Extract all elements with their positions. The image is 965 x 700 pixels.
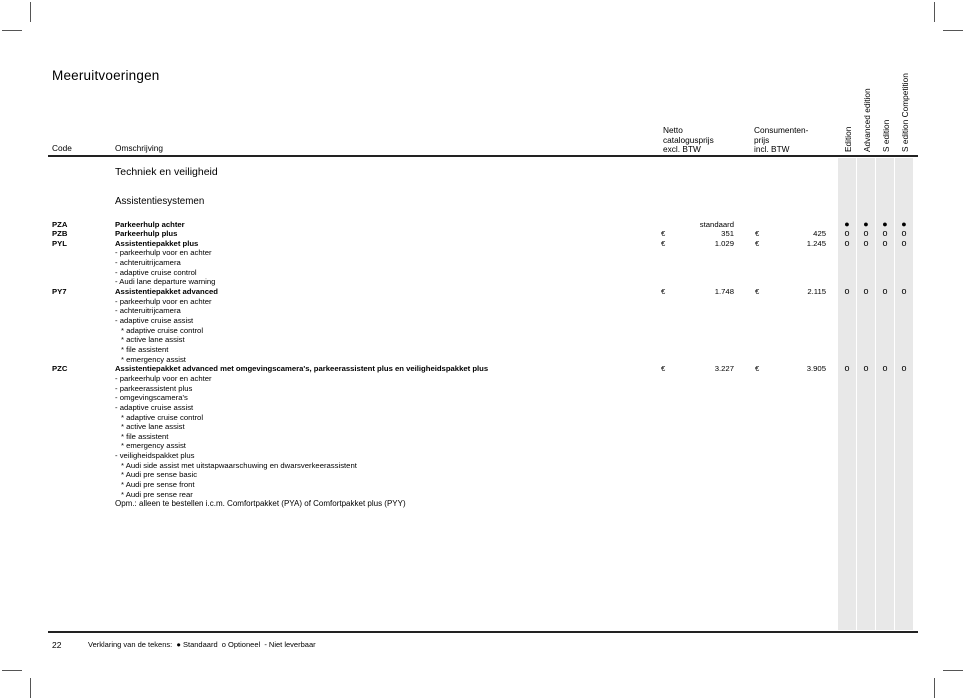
availability-mark: ●: [863, 218, 869, 229]
header-consumer-price: Consumenten- prijs incl. BTW: [754, 125, 809, 154]
header-edition: Edition: [843, 126, 853, 152]
table-subrow: [0, 248, 965, 258]
row-description: * file assistent: [121, 344, 169, 354]
row-code: PZC: [52, 364, 68, 374]
row-description: * Audi pre sense rear: [121, 489, 193, 499]
legend-optional: o Optioneel: [221, 640, 261, 649]
availability-mark: o: [863, 363, 869, 374]
page-title: Meeruitvoeringen: [52, 68, 160, 83]
availability-mark: o: [844, 228, 850, 239]
row-description: - parkeerassistent plus: [115, 383, 193, 393]
availability-mark: ●: [901, 218, 907, 229]
row-code: PYL: [52, 238, 67, 248]
row-description: - Audi lane departure warning: [115, 277, 216, 287]
table-subrow: [0, 345, 965, 355]
table-subrow: [0, 374, 965, 384]
table-subrow: [0, 277, 965, 287]
table-subrow: [0, 432, 965, 442]
availability-mark: o: [882, 363, 888, 374]
availability-mark: ●: [882, 218, 888, 229]
currency-symbol: €: [755, 229, 760, 239]
header-net-price: Netto catalogusprijs excl. BTW: [663, 125, 714, 154]
table-row: [0, 239, 965, 249]
footer-divider: [48, 631, 918, 633]
table-row: [0, 287, 965, 297]
legend-label: Verklaring van de tekens:: [88, 640, 173, 649]
table-subrow: [0, 413, 965, 423]
table-subrow: [0, 422, 965, 432]
header-advanced-edition: Advanced edition: [862, 88, 872, 152]
row-code: PY7: [52, 287, 67, 297]
table-subrow: [0, 268, 965, 278]
table-subrow: [0, 355, 965, 365]
row-description: Assistentiepakket advanced met omgevingscamera's, parkeerassistent plus en veiligheidspakket plus: [115, 364, 489, 374]
section-heading: Techniek en veiligheid: [115, 166, 218, 178]
table-subrow: [0, 461, 965, 471]
availability-mark: o: [901, 228, 907, 239]
table-subrow: [0, 335, 965, 345]
table-row: [0, 229, 965, 239]
consumer-price: 3.905: [806, 364, 826, 374]
table-subrow: [0, 451, 965, 461]
row-description: Parkeerhulp plus: [115, 229, 178, 239]
consumer-price: 1.245: [806, 238, 826, 248]
table-subrow: [0, 403, 965, 413]
table-subrow: [0, 326, 965, 336]
page-number: 22: [52, 640, 62, 650]
subsection-heading: Assistentiesystemen: [115, 196, 205, 207]
row-description: - achteruitrijcamera: [115, 258, 181, 268]
net-price: 3.227: [714, 364, 734, 374]
crop-mark: [943, 670, 963, 671]
legend-standard: ● Standaard: [176, 640, 218, 649]
row-description: - parkeerhulp voor en achter: [115, 248, 212, 258]
availability-mark: o: [901, 363, 907, 374]
row-description: * Audi pre sense front: [121, 480, 195, 490]
availability-mark: ●: [844, 218, 850, 229]
crop-mark: [934, 2, 935, 22]
currency-symbol: €: [661, 364, 666, 374]
table-subrow: [0, 258, 965, 268]
availability-mark: o: [901, 286, 907, 297]
net-price: standaard: [699, 219, 734, 229]
net-price: 1.029: [714, 238, 734, 248]
availability-mark: o: [844, 237, 850, 248]
row-description: - veiligheidspakket plus: [115, 451, 195, 461]
currency-symbol: €: [755, 364, 760, 374]
row-description: * adaptive cruise control: [121, 412, 204, 422]
row-description: * emergency assist: [121, 354, 186, 364]
table-row: [0, 220, 965, 230]
table-subrow: [0, 393, 965, 403]
crop-mark: [2, 30, 22, 31]
availability-mark: o: [844, 363, 850, 374]
header-description: Omschrijving: [115, 143, 163, 153]
row-description: Parkeerhulp achter: [115, 219, 185, 229]
table-subrow: [0, 316, 965, 326]
row-description: * adaptive cruise control: [121, 325, 204, 335]
availability-mark: o: [863, 237, 869, 248]
table-subrow: [0, 499, 965, 509]
net-price: 1.748: [714, 287, 734, 297]
availability-mark: o: [901, 237, 907, 248]
availability-mark: o: [844, 286, 850, 297]
header-code: Code: [52, 143, 72, 153]
consumer-price: 425: [813, 229, 826, 239]
header-s-edition-competition: S edition Competition: [900, 73, 910, 152]
legend: [88, 640, 316, 649]
crop-mark: [934, 678, 935, 698]
net-price: 351: [721, 229, 734, 239]
crop-mark: [2, 670, 22, 671]
row-description: Assistentiepakket plus: [115, 238, 199, 248]
crop-mark: [30, 678, 31, 698]
currency-symbol: €: [661, 238, 666, 248]
row-description: Opm.: alleen te bestellen i.c.m. Comfortpakket (PYA) of Comfortpakket plus (PYY): [115, 499, 406, 509]
currency-symbol: €: [661, 229, 666, 239]
row-code: PZB: [52, 229, 68, 239]
currency-symbol: €: [661, 287, 666, 297]
currency-symbol: €: [755, 287, 760, 297]
legend-unavailable: - Niet leverbaar: [264, 640, 316, 649]
table-subrow: [0, 297, 965, 307]
table-row: [0, 364, 965, 374]
consumer-price: 2.115: [807, 287, 826, 297]
row-description: - adaptive cruise assist: [115, 316, 194, 325]
availability-mark: o: [882, 286, 888, 297]
table-subrow: [0, 384, 965, 394]
availability-mark: o: [882, 228, 888, 239]
row-description: * active lane assist: [121, 335, 185, 345]
table-subrow: [0, 480, 965, 490]
row-description: Assistentiepakket advanced: [115, 287, 218, 297]
table-subrow: [0, 470, 965, 480]
row-description: * emergency assist: [121, 441, 186, 451]
row-description: - achteruitrijcamera: [115, 306, 181, 316]
availability-mark: o: [882, 237, 888, 248]
header-s-edition: S edition: [881, 119, 891, 152]
header-divider: [48, 155, 918, 157]
table-subrow: [0, 441, 965, 451]
row-description: * Audi side assist met uitstapwaarschuwing en dwarsverkeerassistent: [121, 460, 357, 470]
row-description: * active lane assist: [121, 422, 185, 432]
crop-mark: [943, 30, 963, 31]
row-description: - adaptive cruise control: [115, 267, 197, 277]
availability-mark: o: [863, 228, 869, 239]
row-code: PZA: [52, 219, 68, 229]
row-description: - omgevingscamera's: [115, 393, 188, 403]
row-description: * Audi pre sense basic: [121, 470, 198, 480]
row-description: - adaptive cruise assist: [115, 402, 194, 412]
row-description: - parkeerhulp voor en achter: [115, 373, 212, 383]
row-description: - parkeerhulp voor en achter: [115, 296, 212, 306]
table-subrow: [0, 490, 965, 500]
currency-symbol: €: [755, 238, 760, 248]
crop-mark: [30, 2, 31, 22]
table-subrow: [0, 306, 965, 316]
row-description: * file assistent: [121, 431, 169, 441]
availability-mark: o: [863, 286, 869, 297]
